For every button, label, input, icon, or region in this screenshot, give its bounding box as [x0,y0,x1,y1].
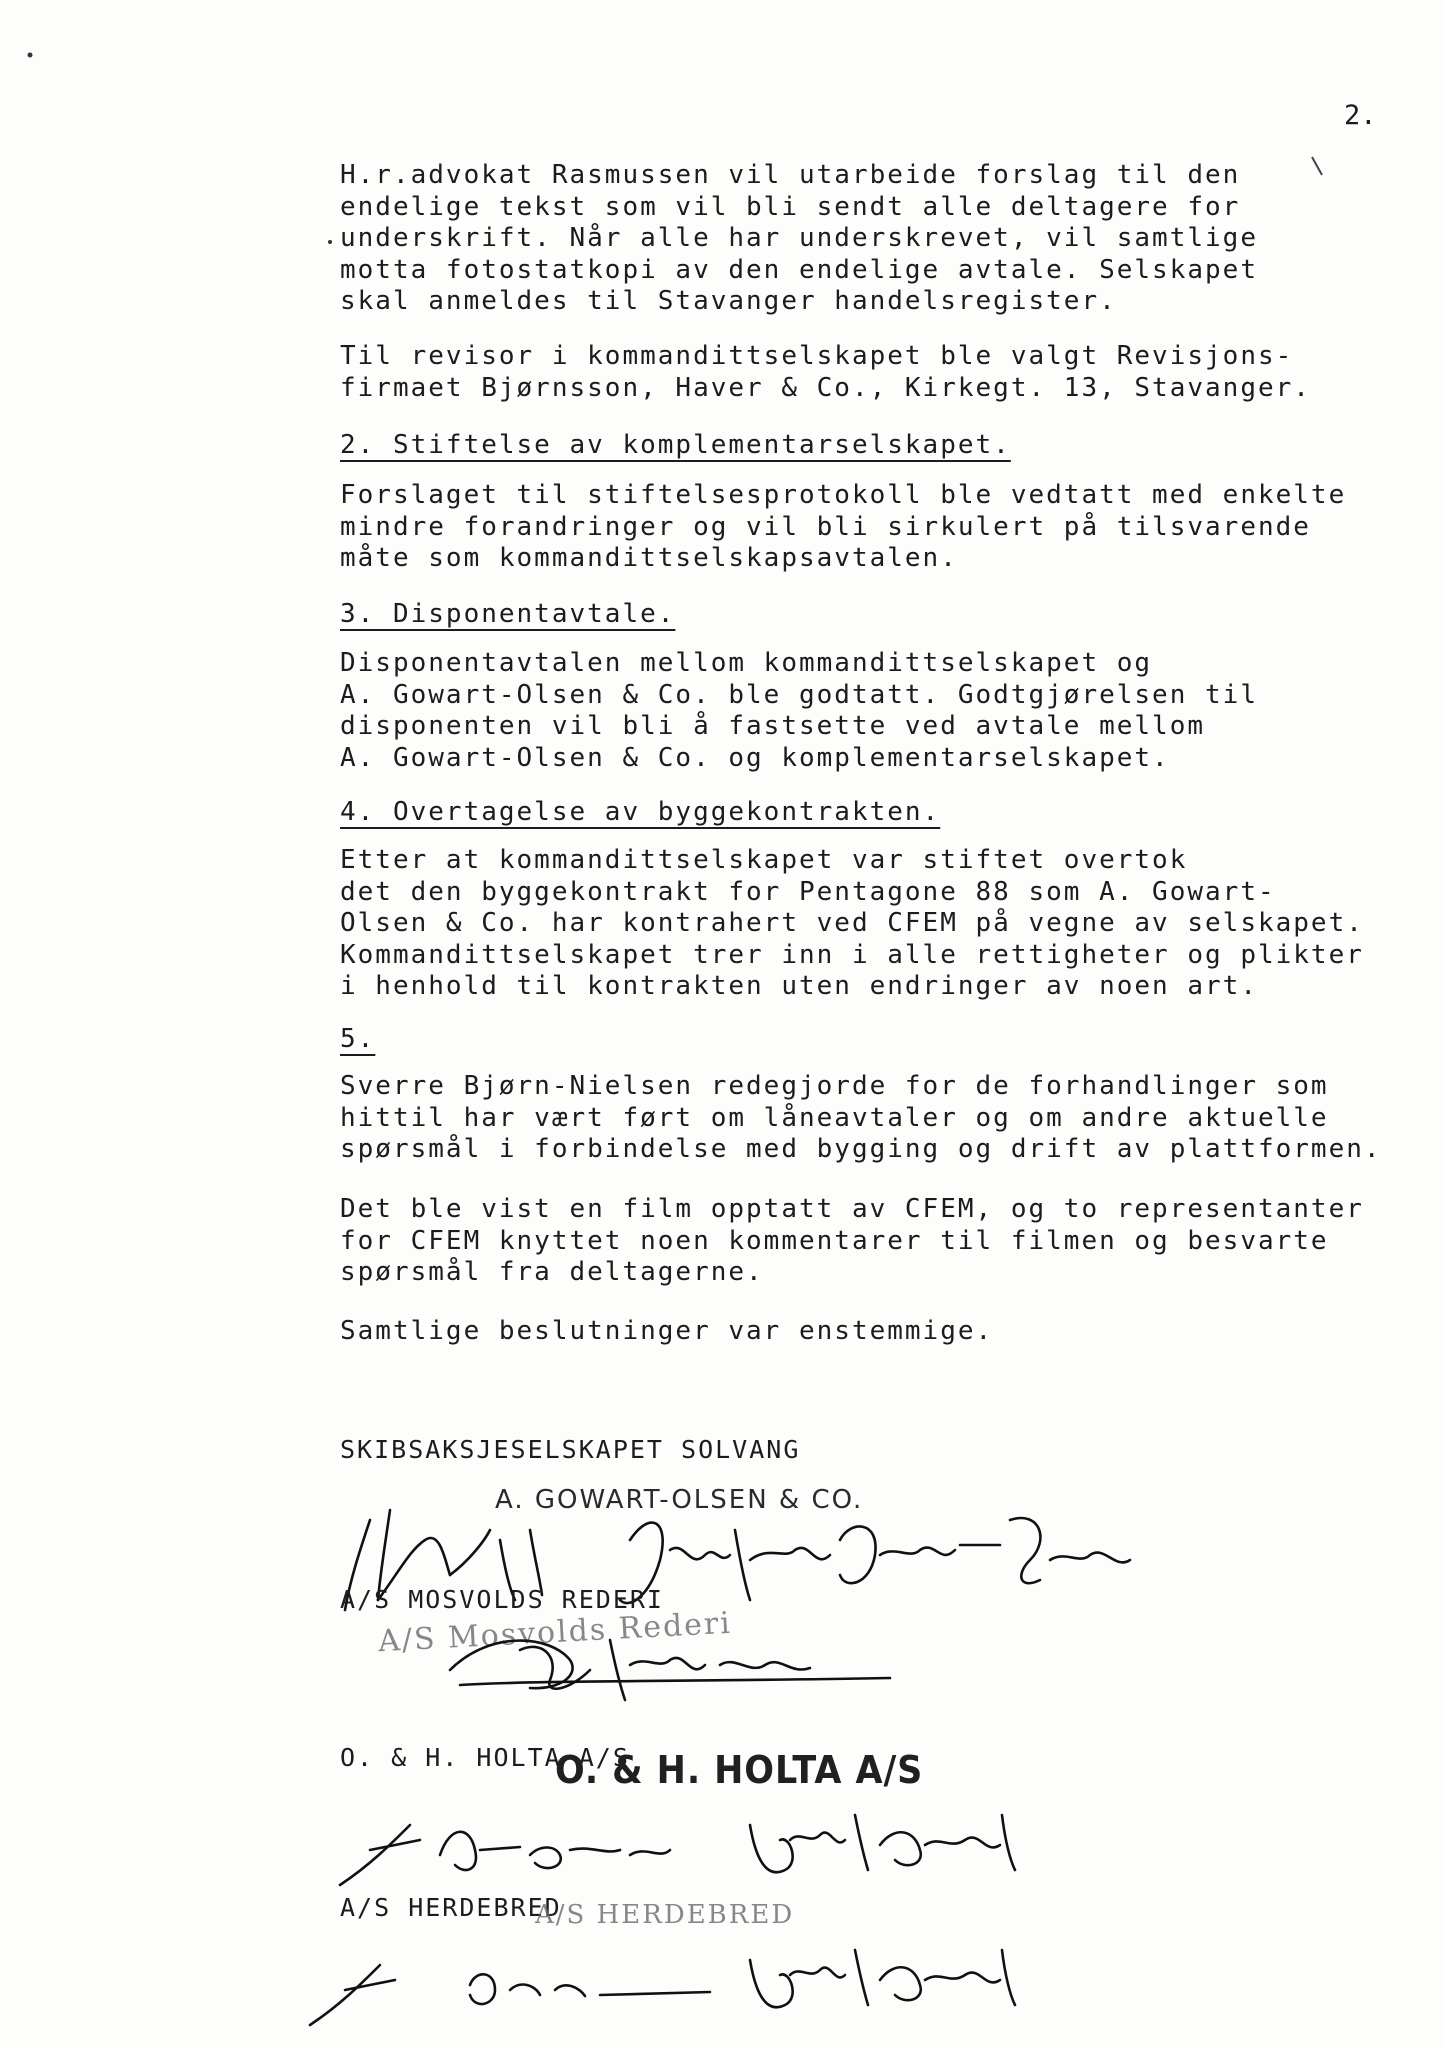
paragraph-unanimous [340,1316,1360,1348]
text-line: måte som kommandittselskapsavtalen. [340,543,958,573]
text-line: A. Gowart-Olsen & Co. ble godtatt. Godtgjørelsen til [340,679,1258,710]
text-line: det den byggekontrakt for Pentagone 88 som A. Gowart- [340,876,1276,907]
paragraph-section-2 [340,480,1360,575]
signature-herdebred-1 [300,1930,720,2040]
signature-herdebred-2 [730,1920,1030,2030]
scan-mark [325,237,335,247]
paragraph-section-3 [340,648,1360,774]
text-line: i henhold til kontrakten uten endringer av noen art. [340,971,1258,1001]
text-line: disponenten vil bli å fastsette ved avtale mellom [340,711,1206,741]
page-number: 2. [1344,100,1377,131]
heading-section-5: 5. [340,1024,376,1054]
text-line: Disponentavtalen mellom kommandittselskapet og [340,648,1153,678]
signatory-holta-label: O. & H. HOLTA A/S [340,1743,630,1772]
stamp-mosvolds-rederi: A/S Mosvolds Rederi [377,1605,733,1660]
text-line: spørsmål i forbindelse med bygging og drift av plattformen. [340,1134,1382,1164]
text-line: hittil har vært ført om låneavtaler og om andre aktuelle [340,1102,1329,1133]
paragraph-section-4 [340,845,1364,1003]
heading-section-4: 4. Overtagelse av byggekontrakten. [340,797,941,827]
text-line: spørsmål fra deltagerne. [340,1257,764,1287]
text-line: Det ble vist en film opptatt av CFEM, og to representanter [340,1194,1364,1224]
heading-section-3: 3. Disponentavtale. [340,599,676,629]
signatory-herdebred-label: A/S HERDEBRED [340,1893,562,1922]
heading-section-2: 2. Stiftelse av komplementarselskapet. [340,430,1011,460]
signature-holta-1 [330,1795,750,1905]
signature-mosvold [430,1610,910,1720]
text-line: for CFEM knyttet noen kommentarer til filmen og besvarte [340,1225,1329,1256]
text-line: motta fotostatkopi av den endelige avtale. Selskapet [340,254,1258,285]
text-line: A. Gowart-Olsen & Co. og komplementarselskapet. [340,742,1170,773]
text-line: Etter at kommandittselskapet var stiftet overtok [340,845,1188,875]
signatory-solvang-label: SKIBSAKSJESELSKAPET SOLVANG [340,1435,801,1464]
text-line: Olsen & Co. har kontrahert ved CFEM på vegne av selskapet. [340,908,1364,938]
text-line: endelige tekst som vil bli sendt alle deltagere for [340,191,1241,222]
text-line: Til revisor i kommandittselskapet ble valgt Revisjons- [340,341,1294,371]
scan-mark [1310,155,1330,185]
text-line: Sverre Bjørn-Nielsen redegjorde for de forhandlinger som [340,1071,1329,1101]
text-line: firmaet Bjørnsson, Haver & Co., Kirkegt. 13, Stavanger. [340,372,1311,403]
stamp-holta: O. & H. HOLTA A/S [555,1748,924,1792]
text-line: mindre forandringer og vil bli sirkulert på tilsvarende [340,511,1311,542]
paragraph-drafting [340,160,1360,318]
signatory-mosvold-label: A/S MOSVOLDS REDERI [340,1585,664,1614]
paragraph-film [340,1194,1364,1289]
paragraph-section-5 [340,1071,1382,1166]
text-line: skal anmeldes til Stavanger handelsregister. [340,286,1117,316]
stamp-gowart-olsen: A. GOWART-OLSEN & CO. [495,1485,864,1515]
text-line: Kommandittselskapet trer inn i alle rettigheter og plikter [340,939,1364,970]
signature-holta-2 [730,1785,1030,1895]
text-line: H.r.advokat Rasmussen vil utarbeide forslag til den [340,160,1241,190]
text-line: Samtlige beslutninger var enstemmige. [340,1316,994,1346]
paragraph-auditor [340,341,1360,404]
text-line: underskrift. Når alle har underskrevet, vil samtlige [340,223,1258,253]
stamp-herdebred: A/S HERDEBRED [535,1900,795,1930]
text-line: Forslaget til stiftelsesprotokoll ble vedtatt med enkelte [340,480,1347,510]
scan-mark [25,50,35,60]
